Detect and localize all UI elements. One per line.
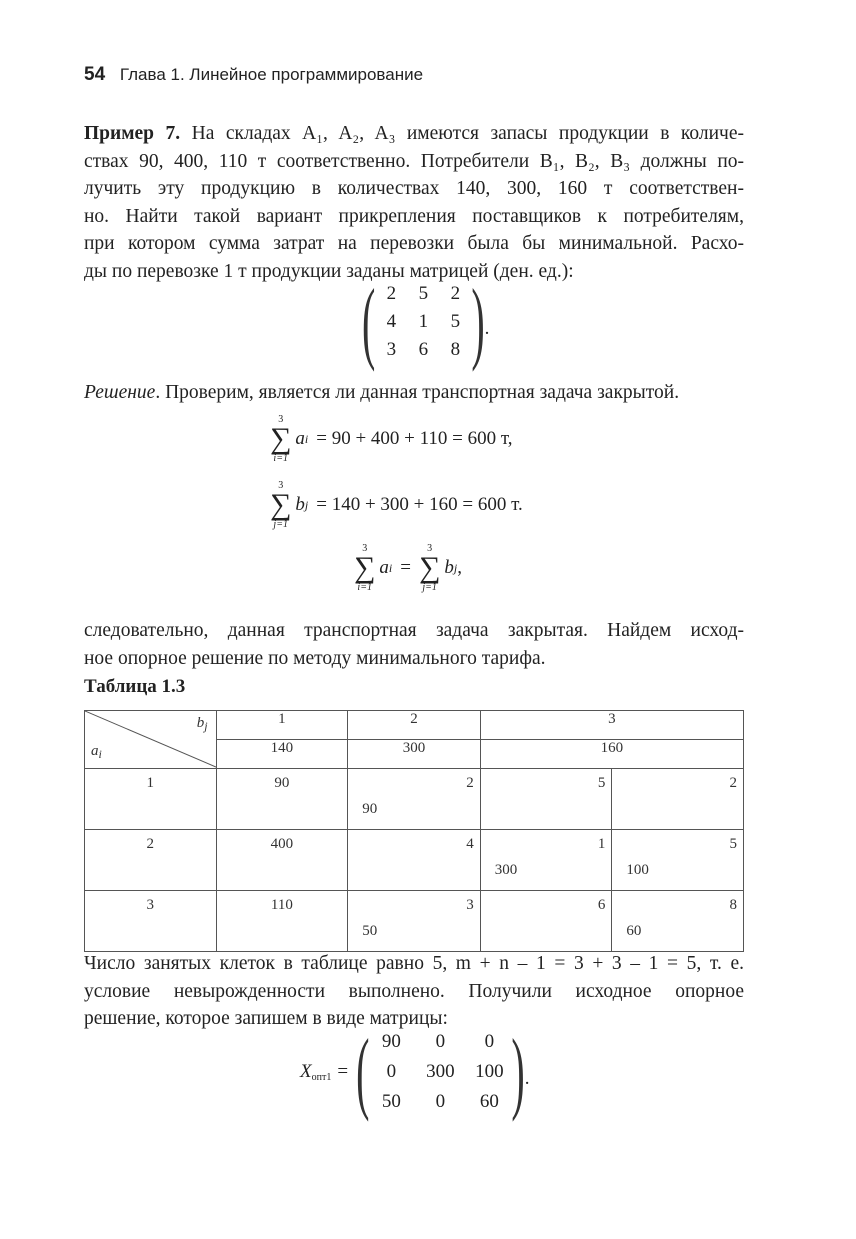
matrix-cell: 50 (381, 1091, 401, 1112)
sum-equality-formula: 3 ∑ i=1 a i = 3 ∑ j=1 b j , (354, 543, 462, 593)
running-header (84, 64, 423, 86)
table-cell: 1 300 (480, 830, 612, 891)
example-line: но. Найти такой вариант прикрепления поставщиков к потребителям, (84, 205, 744, 227)
example-line: при котором сумма затрат на перевозки была бы минимальной. Расхо- (84, 233, 744, 254)
matrix-cell: 0 (435, 1031, 446, 1052)
row-number: 2 (85, 830, 217, 891)
x-matrix-grid (369, 1031, 511, 1113)
solution-line: Решение. Проверим, является ли данная транспортная задача закрытой. (84, 382, 680, 403)
sum-b-formula: 3 ∑ j=1 b j = 140 + 300 + 160 = 600 т. (270, 480, 523, 530)
matrix-cell: 5 (450, 311, 461, 332)
example-line: лучить эту продукцию в количествах 140, 300, 160 т соответствен- (84, 178, 744, 199)
table-cell: 3 50 (348, 891, 481, 952)
after-sums-paragraph (84, 617, 744, 672)
matrix-cell: 100 (475, 1061, 504, 1082)
matrix-cell: 0 (484, 1031, 495, 1052)
row-supply: 90 (216, 769, 348, 830)
sigma-icon: 3 ∑ j=1 (270, 480, 292, 530)
paragraph-line: условие невырожденности выполнено. Получили исходное опорное (84, 980, 744, 1002)
matrix-cell: 0 (386, 1061, 397, 1082)
matrix-cell: 0 (435, 1091, 446, 1112)
conclusion-paragraph (84, 950, 744, 1033)
paragraph-line: ное опорное решение по методу минимального тарифа. (84, 647, 546, 669)
col-number: 1 (216, 711, 348, 740)
col-demand: 140 (216, 740, 348, 769)
matrix-cell: 1 (418, 311, 429, 332)
example-line: ствах 90, 400, 110 т соответственно. Потребители B₁, B₂, B₃ должны по- (84, 150, 744, 172)
solution-label: Решение (84, 382, 156, 403)
paragraph-line: решение, которое запишем в виде матрицы: (84, 1008, 448, 1029)
example-line: Пример 7. На складах A₁, A₂, A₃ имеются запасы продукции в количе- (84, 123, 744, 144)
left-paren: ( (362, 269, 376, 373)
row-supply: 110 (216, 891, 348, 952)
x-matrix: $X_{опт1}$ = ( 90 0 0 0 300 100 50 0 60 ) . (300, 1019, 530, 1123)
col-number: 2 (348, 711, 481, 740)
matrix-cell: 5 (418, 283, 429, 304)
right-paren: ) (471, 269, 485, 373)
matrix-cell: 4 (386, 311, 397, 332)
matrix-cell: 6 (418, 339, 429, 360)
paragraph-line: Число занятых клеток в таблице равно 5, m + n – 1 = 3 + 3 – 1 = 5, т. е. (84, 953, 744, 974)
table-cell: 2 90 (348, 769, 481, 830)
example-line: ды по перевозке 1 т продукции заданы матрицей (ден. ед.): (84, 260, 574, 282)
col-demand: 160 (480, 740, 743, 769)
matrix-period: . (484, 318, 490, 339)
left-paren: ( (356, 1019, 370, 1123)
matrix-cell: 2 (386, 283, 397, 304)
matrix-cell: 300 (426, 1061, 455, 1082)
col-number: 3 (480, 711, 743, 740)
corner-a: $a_i$ (91, 743, 102, 761)
matrix-cell: 3 (386, 339, 397, 360)
right-paren: ) (511, 1019, 525, 1123)
corner-cell (85, 711, 217, 769)
cost-matrix (362, 269, 490, 373)
table-cell: 5 100 (612, 830, 744, 891)
x-matrix-label: $X_{опт1}$ (300, 1061, 332, 1083)
transport-table (84, 710, 744, 952)
sigma-icon: 3 ∑ i=1 (270, 414, 292, 464)
sum-a-formula: 3 ∑ i=1 a i = 90 + 400 + 110 = 600 т, (270, 414, 513, 464)
sigma-icon: 3 ∑ j=1 (418, 543, 441, 593)
row-supply: 400 (216, 830, 348, 891)
matrix-cell: 90 (381, 1031, 401, 1052)
matrix-cell: 2 (450, 283, 461, 304)
table-title: Таблица 1.3 (84, 676, 186, 697)
page-number: 54 (84, 64, 106, 85)
row-number: 1 (85, 769, 217, 830)
table-cell: 4 (348, 830, 481, 891)
chapter-title: Глава 1. Линейное программирование (119, 65, 424, 84)
example-paragraph (84, 120, 744, 285)
table-cell: 2 (612, 769, 744, 830)
table-cell: 8 60 (612, 891, 744, 952)
corner-b: $b_j$ (196, 715, 208, 733)
cost-matrix-grid (375, 283, 471, 361)
matrix-cell: 8 (450, 339, 461, 360)
row-number: 3 (85, 891, 217, 952)
col-demand: 300 (348, 740, 481, 769)
table-row (85, 830, 744, 891)
table-row (85, 891, 744, 952)
matrix-cell: 60 (479, 1091, 499, 1112)
paragraph-line: следовательно, данная транспортная задача закрытая. Найдем исход- (84, 620, 744, 641)
table-row (85, 769, 744, 830)
table-cell: 6 (480, 891, 612, 952)
example-label: Пример 7. (84, 123, 181, 144)
sigma-icon: 3 ∑ i=1 (354, 543, 376, 593)
table-cell: 5 (480, 769, 612, 830)
